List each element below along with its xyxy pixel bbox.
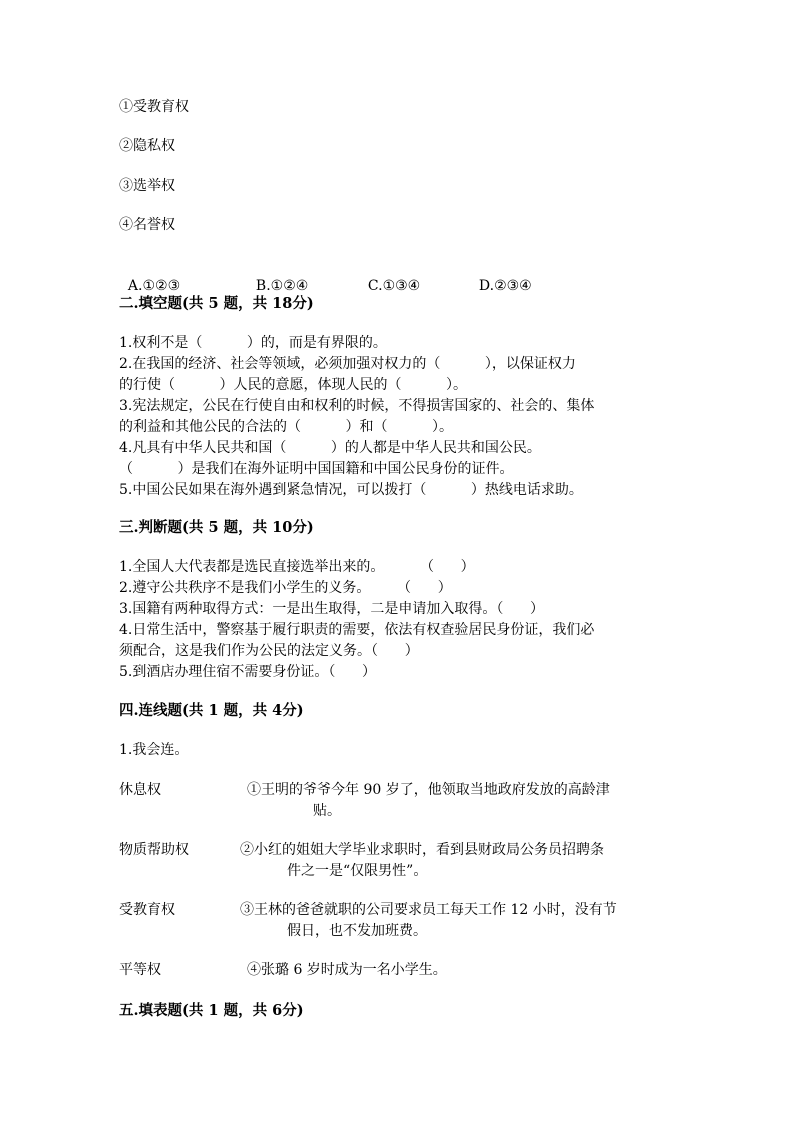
match-left-4: 平等权 (119, 962, 161, 978)
section-heading-table: 五.填表题(共 1 题，共 6分) (119, 1002, 304, 1019)
choice-item-2: ②隐私权 (119, 138, 175, 154)
fill-line-1: 1.权利不是（ ）的，而是有界限的。 (119, 335, 387, 351)
match-right-1-line2: 贴。 (313, 803, 341, 819)
match-right-2-line2: 件之一是“仅限男性”。 (287, 863, 428, 879)
fill-line-2: 2.在我国的经济、社会等领域，必须加强对权力的（ ），以保证权力 (119, 356, 576, 372)
fill-line-8: 5.中国公民如果在海外遇到紧急情况，可以拨打（ ）热线电话求助。 (119, 482, 583, 498)
choice-item-3: ③选举权 (119, 178, 175, 194)
match-right-4-line1: ④张璐 6 岁时成为一名小学生。 (247, 962, 447, 978)
judge-line-5: 须配合，这是我们作为公民的法定义务。（ ） (119, 643, 419, 659)
section-heading-fill-blank: 二.填空题(共 5 题，共 18分) (119, 295, 314, 312)
section-heading-true-false: 三.判断题(共 5 题，共 10分) (119, 519, 314, 536)
judge-line-3: 3.国籍有两种取得方式：一是出生取得，二是申请加入取得。（ ） (119, 601, 545, 617)
matching-question: 1.我会连。 (119, 742, 189, 758)
fill-line-7: （ ）是我们在海外证明中国国籍和中国公民身份的证件。 (119, 461, 514, 477)
match-left-1: 休息权 (119, 782, 161, 798)
match-right-3-line1: ③王林的爸爸就职的公司要求员工每天工作 12 小时，没有节 (240, 902, 617, 918)
match-right-2-line1: ②小红的姐姐大学毕业求职时，看到县财政局公务员招聘条 (240, 842, 604, 858)
judge-line-6: 5.到酒店办理住宿不需要身份证。（ ） (119, 664, 377, 680)
fill-line-6: 4.凡具有中华人民共和国（ ）的人都是中华人民共和国公民。 (119, 440, 541, 456)
choice-item-4: ④名誉权 (119, 217, 175, 233)
section-heading-matching: 四.连线题(共 1 题，共 4分) (119, 702, 304, 719)
option-a: A.①②③ (127, 278, 181, 294)
match-right-3-line2: 假日，也不发加班费。 (287, 923, 427, 939)
match-left-2: 物质帮助权 (119, 842, 189, 858)
fill-line-5: 的利益和其他公民的合法的（ ）和（ ）。 (119, 419, 454, 435)
fill-line-3: 的行使（ ）人民的意愿，体现人民的（ ）。 (119, 377, 468, 393)
answer-options (119, 255, 604, 297)
judge-line-4: 4.日常生活中，警察基于履行职责的需要，依法有权查验居民身份证，我们必 (119, 622, 595, 638)
judge-line-1: 1.全国人大代表都是选民直接选举出来的。 （ ） (119, 559, 475, 575)
fill-line-4: 3.宪法规定，公民在行使自由和权利的时候，不得损害国家的、社会的、集体 (119, 398, 595, 414)
option-d: D.②③④ (478, 278, 532, 294)
choice-item-1: ①受教育权 (119, 99, 189, 115)
match-right-1-line1: ①王明的爷爷今年 90 岁了，他领取当地政府发放的高龄津 (247, 782, 610, 798)
option-b: B.①②④ (255, 278, 309, 294)
judge-line-2: 2.遵守公共秩序不是我们小学生的义务。 （ ） (119, 580, 452, 596)
match-left-3: 受教育权 (119, 902, 175, 918)
option-c: C.①③④ (367, 278, 421, 294)
